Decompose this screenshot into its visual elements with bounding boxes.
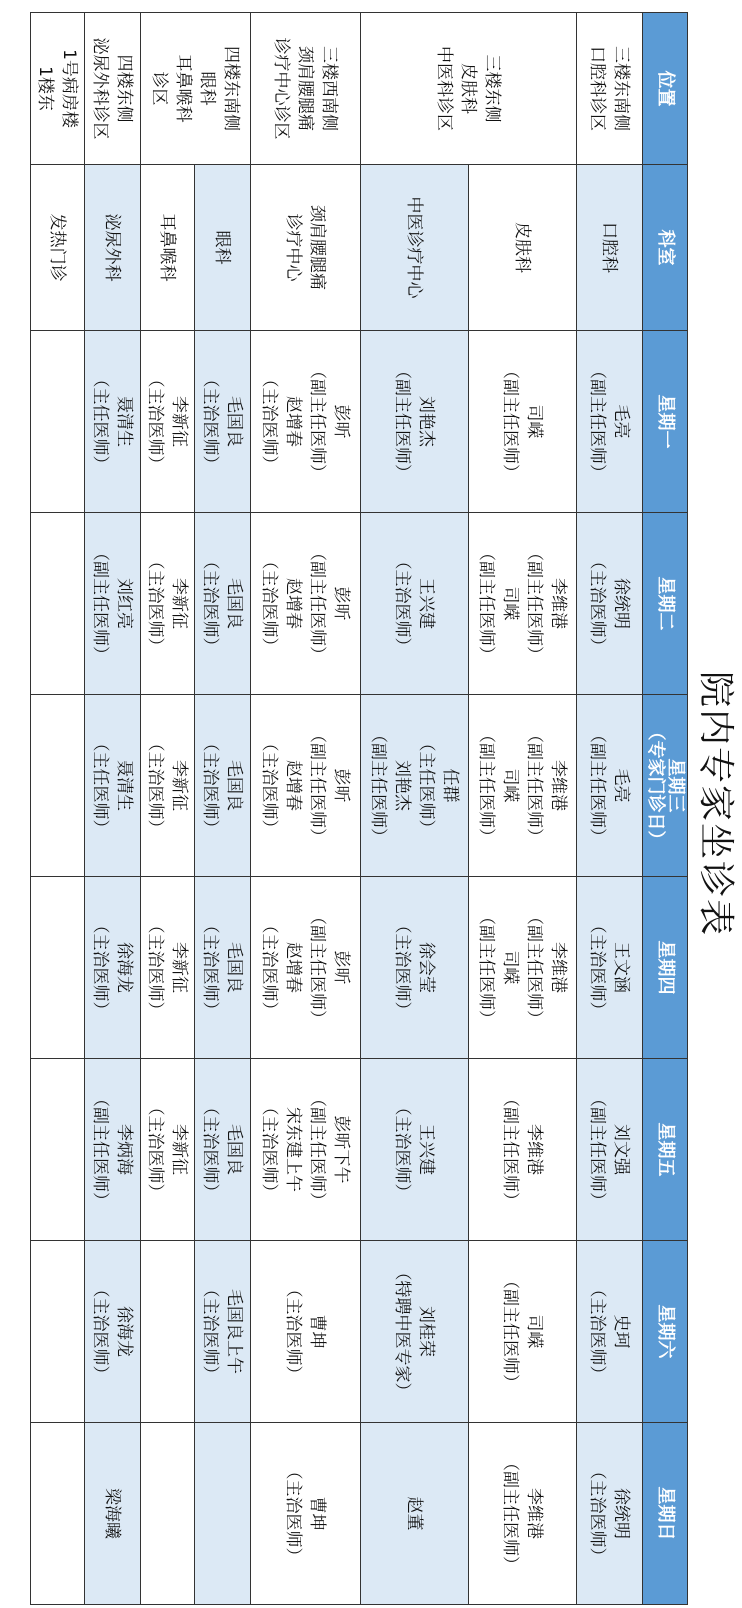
location-cell: 1号病房楼 1楼东 — [31, 13, 85, 165]
header-tuesday: 星期二 — [643, 513, 688, 695]
schedule-cell: 梁海曦 — [85, 1423, 141, 1605]
table-row — [31, 13, 85, 1605]
schedule-cell: 李维港 （副主任医师） — [469, 1423, 577, 1605]
table-row — [577, 13, 643, 1605]
schedule-cell: 曹坤 （主治医师） — [251, 1241, 361, 1423]
schedule-cell: 李新征 （主治医师） — [141, 695, 195, 877]
schedule-cell: 司嵘 （副主任医师） — [469, 1241, 577, 1423]
schedule-cell: 彭昕 （副主任医师） 赵增春 （主治医师） — [251, 877, 361, 1059]
header-saturday: 星期六 — [643, 1241, 688, 1423]
schedule-cell — [31, 1059, 85, 1241]
schedule-cell — [141, 1241, 195, 1423]
schedule-cell: 毛亮 （副主任医师） — [577, 331, 643, 513]
schedule-cell: 曹坤 （主治医师） — [251, 1423, 361, 1605]
schedule-cell: 李新征 （主治医师） — [141, 877, 195, 1059]
header-monday: 星期一 — [643, 331, 688, 513]
header-location: 位置 — [643, 13, 688, 165]
dept-cell: 耳鼻喉科 — [141, 165, 195, 331]
schedule-cell — [31, 513, 85, 695]
location-cell: 三楼东南侧 口腔科诊区 — [577, 13, 643, 165]
schedule-cell: 毛国良 （主治医师） — [195, 513, 251, 695]
schedule-cell: 李新征 （主治医师） — [141, 1059, 195, 1241]
schedule-cell: 李新征 （主治医师） — [141, 513, 195, 695]
table-row — [141, 13, 195, 1605]
schedule-cell: 李新征 （主治医师） — [141, 331, 195, 513]
schedule-cell: 聂清生 （主任医师） — [85, 695, 141, 877]
schedule-cell: 王兴建 （主治医师） — [361, 513, 469, 695]
schedule-cell: 李维港 （副主任医师） 司嵘 （副主任医师） — [469, 513, 577, 695]
schedule-cell: 毛国良 （主治医师） — [195, 331, 251, 513]
schedule-cell — [195, 1423, 251, 1605]
header-sunday: 星期日 — [643, 1423, 688, 1605]
header-friday: 星期五 — [643, 1059, 688, 1241]
header-wednesday: 星期三 （专家门诊日） — [643, 695, 688, 877]
schedule-cell: 徐会莹 （主治医师） — [361, 877, 469, 1059]
schedule-cell — [31, 1241, 85, 1423]
schedule-cell: 彭昕 （副主任医师） 赵增春 （主治医师） — [251, 331, 361, 513]
schedule-cell: 毛国良上午 （主治医师） — [195, 1241, 251, 1423]
schedule-cell — [141, 1423, 195, 1605]
schedule-cell: 毛国良 （主治医师） — [195, 1059, 251, 1241]
schedule-cell: 司嵘 （副主任医师） — [469, 331, 577, 513]
schedule-cell: 徐统明 （主治医师） — [577, 1423, 643, 1605]
table-row — [85, 13, 141, 1605]
schedule-cell: 刘红亮 （副主任医师） — [85, 513, 141, 695]
schedule-cell: 王兴建 （主治医师） — [361, 1059, 469, 1241]
location-cell: 三楼西南侧 颈肩腰腿痛 诊疗中心诊区 — [251, 13, 361, 165]
schedule-table — [30, 12, 688, 1605]
schedule-cell: 彭昕 （副主任医师） 赵增春 （主治医师） — [251, 695, 361, 877]
schedule-cell: 李维港 （副主任医师） — [469, 1059, 577, 1241]
schedule-cell — [31, 331, 85, 513]
schedule-cell: 李维港 （副主任医师） 司嵘 （副主任医师） — [469, 877, 577, 1059]
dept-cell: 皮肤科 — [469, 165, 577, 331]
location-cell: 四楼东侧 泌尿外科诊区 — [85, 13, 141, 165]
dept-cell: 发热门诊 — [31, 165, 85, 331]
schedule-cell: 史珂 （主治医师） — [577, 1241, 643, 1423]
header-dept: 科室 — [643, 165, 688, 331]
schedule-cell — [31, 877, 85, 1059]
dept-cell: 泌尿外科 — [85, 165, 141, 331]
schedule-cell: 彭昕 （副主任医师） 赵增春 （主治医师） — [251, 513, 361, 695]
schedule-cell — [31, 695, 85, 877]
schedule-cell: 徐统明 （主治医师） — [577, 513, 643, 695]
schedule-cell: 任群 （主任医师） 刘艳杰 （副主任医师） — [361, 695, 469, 877]
schedule-cell: 徐海龙 （主治医师） — [85, 1241, 141, 1423]
schedule-cell: 李炳海 （副主任医师） — [85, 1059, 141, 1241]
schedule-cell: 徐海龙 （主治医师） — [85, 877, 141, 1059]
schedule-cell: 毛国良 （主治医师） — [195, 877, 251, 1059]
dept-cell: 中医诊疗中心 — [361, 165, 469, 331]
schedule-cell: 刘艳杰 （副主任医师） — [361, 331, 469, 513]
header-thursday: 星期四 — [643, 877, 688, 1059]
schedule-cell: 刘文强 （副主任医师） — [577, 1059, 643, 1241]
schedule-cell: 彭昕下午 （副主任医师） 宋东建上午 （主治医师） — [251, 1059, 361, 1241]
schedule-cell: 赵董 — [361, 1423, 469, 1605]
table-row — [469, 13, 577, 1605]
schedule-cell — [31, 1423, 85, 1605]
table-row — [361, 13, 469, 1605]
schedule-cell: 王文涵 （主治医师） — [577, 877, 643, 1059]
table-row — [195, 13, 251, 1605]
page-title: 院内专家坐诊表 — [695, 670, 736, 937]
schedule-cell: 毛亮 （副主任医师） — [577, 695, 643, 877]
schedule-cell: 聂清生 （主任医师） — [85, 331, 141, 513]
dept-cell: 口腔科 — [577, 165, 643, 331]
table-row — [251, 13, 361, 1605]
header-row — [643, 13, 688, 1605]
schedule-cell: 刘桂荣 （特聘中医专家） — [361, 1241, 469, 1423]
location-cell: 三楼东侧 皮肤科 中医科诊区 — [361, 13, 577, 165]
dept-cell: 颈肩腰腿痛 诊疗中心 — [251, 165, 361, 331]
dept-cell: 眼科 — [195, 165, 251, 331]
schedule-cell: 李维港 （副主任医师） 司嵘 （副主任医师） — [469, 695, 577, 877]
location-cell: 四楼东南侧 眼科 耳鼻喉科 诊区 — [141, 13, 251, 165]
schedule-cell: 毛国良 （主治医师） — [195, 695, 251, 877]
